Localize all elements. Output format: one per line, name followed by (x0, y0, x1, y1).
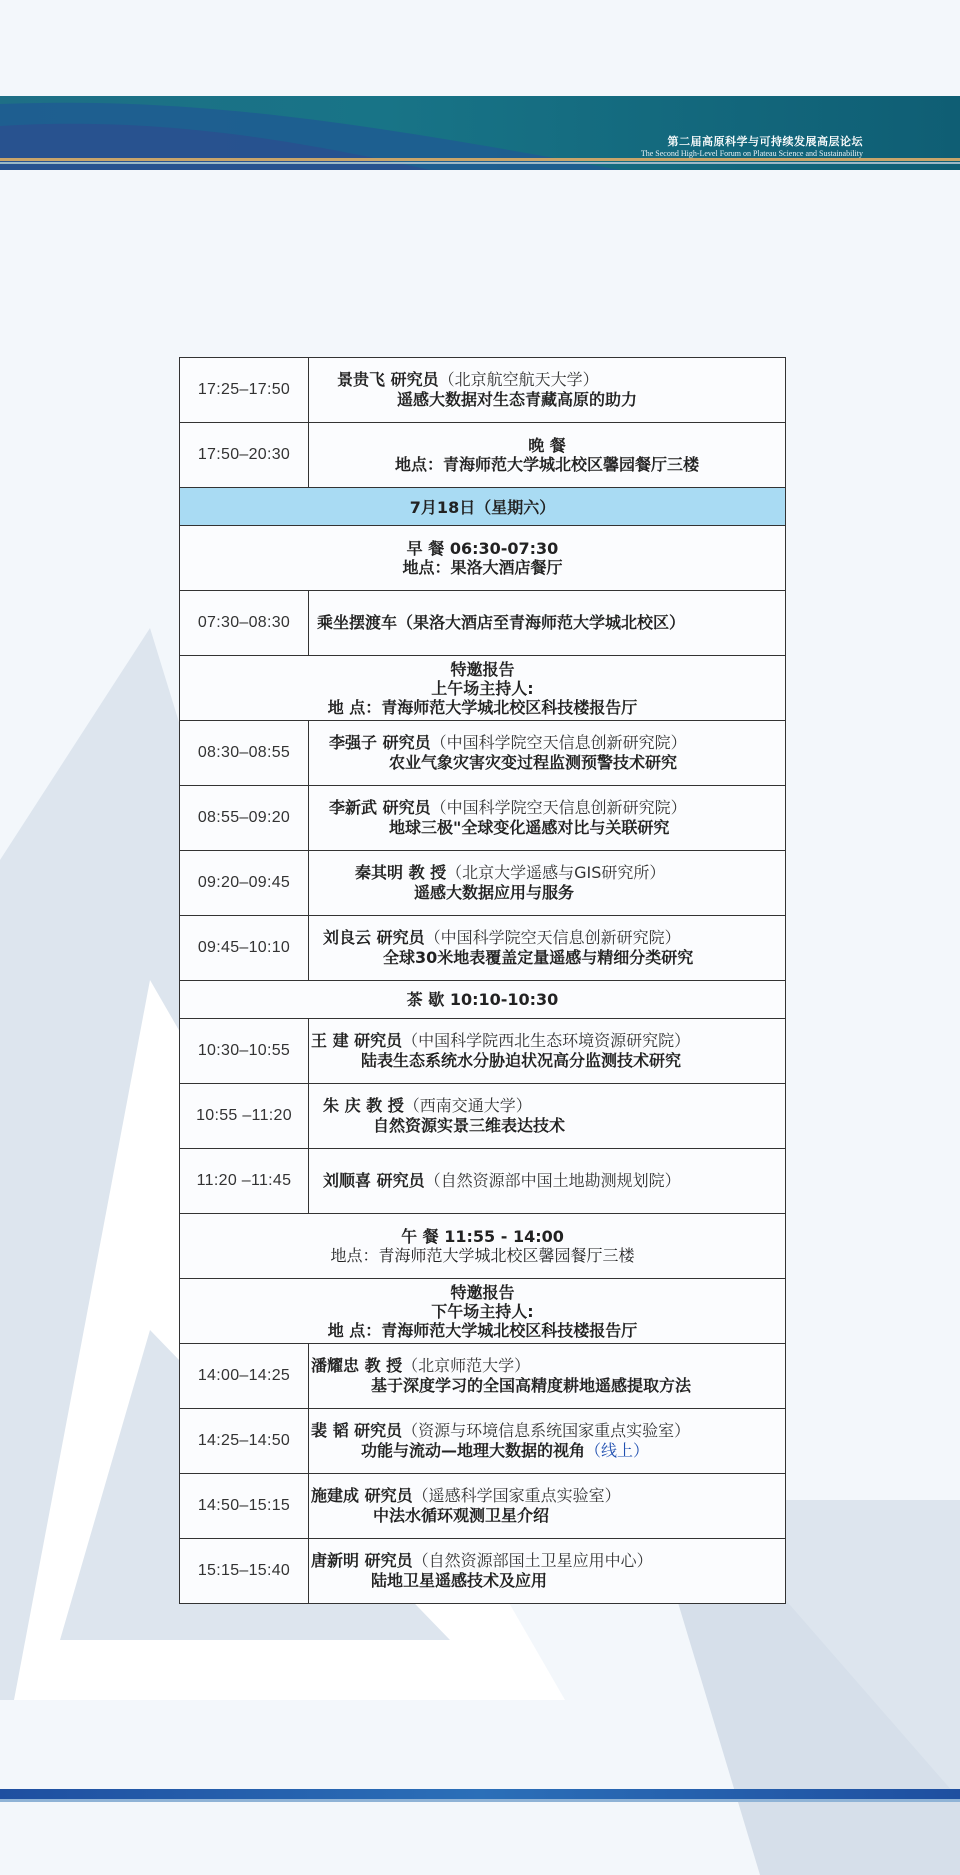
time-cell: 17:25–17:50 (180, 358, 309, 423)
talk-topic: 功能与流动—地理大数据的视角 (361, 1441, 586, 1460)
speaker-institution: （中国科学院空天信息创新研究院） (430, 798, 687, 817)
table-row (180, 981, 786, 1019)
talk-topic: 自然资源实景三维表达技术 (373, 1116, 566, 1135)
table-row (180, 423, 786, 488)
online-badge: （线上） (585, 1441, 650, 1460)
footer-stripe (0, 1799, 960, 1802)
content-cell (309, 1149, 786, 1214)
table-row (180, 721, 786, 786)
speaker-name: 唐新明 研究员 (311, 1551, 413, 1570)
content-cell (309, 786, 786, 851)
table-row (180, 1019, 786, 1084)
event-title: 晚 餐 (528, 436, 566, 455)
table-row (180, 916, 786, 981)
time-cell: 14:25–14:50 (180, 1409, 309, 1474)
time-cell: 14:50–15:15 (180, 1474, 309, 1539)
speaker-name: 朱 庆 教 授 (323, 1096, 404, 1115)
time-cell: 10:55 –11:20 (180, 1084, 309, 1149)
content-cell (309, 1539, 786, 1604)
table-row (180, 786, 786, 851)
speaker-name: 李强子 研究员 (329, 733, 431, 752)
time-cell: 09:45–10:10 (180, 916, 309, 981)
date-row (180, 488, 786, 526)
speaker-name: 潘耀忠 教 授 (311, 1356, 403, 1375)
speaker-name: 王 建 研究员 (311, 1031, 403, 1050)
table-row (180, 591, 786, 656)
speaker-name: 刘良云 研究员 (323, 928, 425, 947)
speaker-institution: （西南交通大学） (403, 1096, 532, 1115)
tea-break: 茶 歇 10:10-10:30 (406, 990, 559, 1009)
table-row (180, 1084, 786, 1149)
speaker-name: 刘顺喜 研究员 (323, 1171, 425, 1190)
table-row (180, 851, 786, 916)
forum-title: 第二届高原科学与可持续发展高层论坛 (667, 135, 863, 148)
footer-band (0, 1789, 960, 1799)
shuttle-info: 乘坐摆渡车（果洛大酒店至青海师范大学城北校区） (317, 613, 686, 632)
time-cell: 15:15–15:40 (180, 1539, 309, 1604)
table-row (180, 1344, 786, 1409)
time-cell: 08:30–08:55 (180, 721, 309, 786)
event-title: 早 餐 06:30-07:30 (406, 539, 559, 558)
talk-topic: 全球30米地表覆盖定量遥感与精细分类研究 (383, 948, 694, 967)
speaker-institution: （自然资源部中国土地勘测规划院） (424, 1171, 681, 1190)
time-cell: 14:00–14:25 (180, 1344, 309, 1409)
date-label: 7月18日（星期六） (180, 488, 786, 526)
time-cell: 11:20 –11:45 (180, 1149, 309, 1214)
forum-subtitle: The Second High-Level Forum on Plateau Science and Sustainability (640, 149, 863, 158)
talk-topic: 陆地卫星遥感技术及应用 (371, 1571, 548, 1590)
content-cell (180, 981, 786, 1019)
table-row (180, 1214, 786, 1279)
speaker-name: 李新武 研究员 (329, 798, 431, 817)
speaker-institution: （自然资源部国土卫星应用中心） (412, 1551, 653, 1570)
session-host: 下午场主持人: (431, 1301, 534, 1321)
content-cell (309, 851, 786, 916)
content-cell (180, 1214, 786, 1279)
talk-topic: 农业气象灾害灾变过程监测预警技术研究 (389, 753, 678, 772)
talk-topic: 中法水循环观测卫星介绍 (373, 1506, 550, 1525)
content-cell (309, 1474, 786, 1539)
speaker-name: 秦其明 教 授 (355, 863, 447, 882)
content-cell (180, 1279, 786, 1344)
speaker-name: 施建成 研究员 (311, 1486, 413, 1505)
content-cell (309, 916, 786, 981)
section-title: 特邀报告 (450, 659, 515, 679)
content-cell (309, 591, 786, 656)
section-title: 特邀报告 (450, 1282, 515, 1302)
time-cell: 10:30–10:55 (180, 1019, 309, 1084)
speaker-institution: （北京航空航天大学） (438, 370, 599, 389)
speaker-institution: （中国科学院空天信息创新研究院） (430, 733, 687, 752)
event-title: 午 餐 11:55 - 14:00 (401, 1227, 564, 1246)
event-location: 地点：果洛大酒店餐厅 (402, 558, 563, 577)
table-row (180, 526, 786, 591)
speaker-institution: （北京师范大学） (402, 1356, 531, 1375)
content-cell (180, 526, 786, 591)
speaker-name: 裴 韬 研究员 (311, 1421, 403, 1440)
speaker-name: 景贵飞 研究员 (337, 370, 439, 389)
speaker-institution: （资源与环境信息系统国家重点实验室） (402, 1421, 691, 1440)
talk-topic: 遥感大数据应用与服务 (414, 883, 575, 902)
talk-topic: 遥感大数据对生态青藏高原的助力 (397, 390, 638, 409)
talk-topic: 基于深度学习的全国高精度耕地遥感提取方法 (371, 1376, 692, 1395)
table-row (180, 656, 786, 721)
event-location: 地点：青海师范大学城北校区馨园餐厅三楼 (330, 1246, 635, 1265)
content-cell (309, 1344, 786, 1409)
schedule-table (179, 357, 786, 1604)
content-cell (180, 656, 786, 721)
time-cell: 08:55–09:20 (180, 786, 309, 851)
table-row (180, 1539, 786, 1604)
content-cell (309, 358, 786, 423)
talk-topic: 地球三极"全球变化遥感对比与关联研究 (389, 818, 670, 837)
table-row (180, 1474, 786, 1539)
speaker-institution: （遥感科学国家重点实验室） (412, 1486, 621, 1505)
content-cell (309, 1084, 786, 1149)
speaker-institution: （中国科学院西北生态环境资源研究院） (402, 1031, 691, 1050)
table-row (180, 1409, 786, 1474)
table-row (180, 358, 786, 423)
time-cell: 17:50–20:30 (180, 423, 309, 488)
event-location: 地 点：青海师范大学城北校区科技楼报告厅 (327, 697, 638, 717)
time-cell: 09:20–09:45 (180, 851, 309, 916)
speaker-institution: （北京大学遥感与GIS研究所） (446, 863, 666, 882)
event-location: 地点：青海师范大学城北校区馨园餐厅三楼 (394, 455, 699, 474)
content-cell (309, 721, 786, 786)
content-cell (309, 1019, 786, 1084)
content-cell (309, 1409, 786, 1474)
content-cell (309, 423, 786, 488)
time-cell: 07:30–08:30 (180, 591, 309, 656)
session-host: 上午场主持人: (431, 678, 534, 698)
table-row (180, 1279, 786, 1344)
talk-topic: 陆表生态系统水分胁迫状况高分监测技术研究 (361, 1051, 682, 1070)
event-location: 地 点：青海师范大学城北校区科技楼报告厅 (327, 1320, 638, 1340)
speaker-institution: （中国科学院空天信息创新研究院） (424, 928, 681, 947)
table-row (180, 1149, 786, 1214)
